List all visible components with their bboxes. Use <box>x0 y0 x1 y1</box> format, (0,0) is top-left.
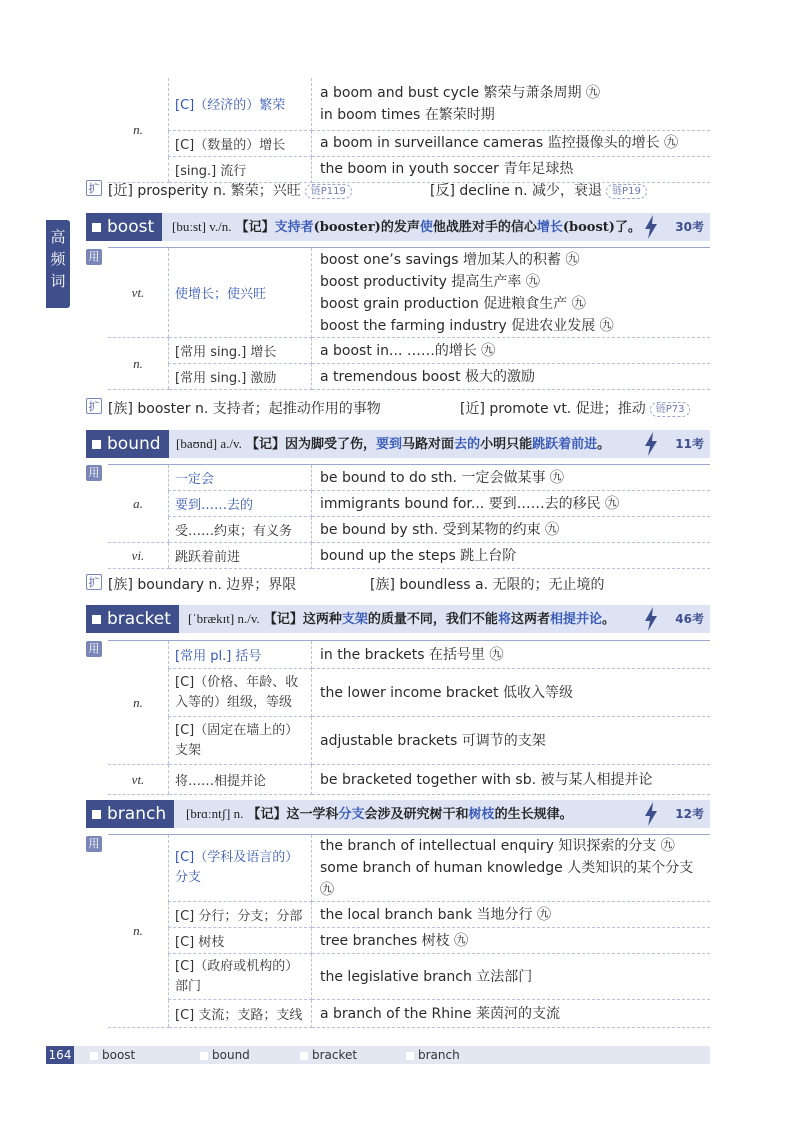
derivative-text: [族] booster n. 支持者；起推动作用的事物 <box>108 401 381 417</box>
lightning-icon <box>644 802 658 826</box>
entry-info <box>186 800 573 828</box>
example-text: the lower income bracket 低收入等级 <box>320 684 573 701</box>
mnemonic-text: 马路对面 <box>402 437 455 452</box>
example-text: bound up the steps 跳上台阶 <box>320 547 517 564</box>
meaning-cell: 要到……去的 <box>169 491 312 517</box>
footer-word: bracket <box>300 1046 357 1064</box>
mnemonic-text: 因为脚受了伤， <box>285 437 377 452</box>
example-cell <box>312 491 711 517</box>
usage-badge: 用 <box>86 249 102 265</box>
section-tab <box>46 220 70 308</box>
entry-info <box>176 430 610 458</box>
example-text: be bound by sth. 受到某物的约束 ㊈ <box>320 521 560 538</box>
example-text: some branch of human knowledge 人类知识的某个分支 ㊈ <box>320 860 694 898</box>
extension-line <box>108 180 352 200</box>
example-cell <box>312 669 711 717</box>
phonetic: [brɑːntʃ] n. <box>186 806 244 821</box>
example-text: a tremendous boost 极大的激励 <box>320 368 536 385</box>
table-row <box>108 338 710 364</box>
lightning-icon <box>644 607 658 631</box>
exam-count: 46考 <box>675 612 704 626</box>
table-row <box>108 517 710 543</box>
example-cell <box>312 156 711 182</box>
exam-count: 30考 <box>675 220 704 234</box>
mnemonic-text: (boost)了。 <box>562 220 641 235</box>
pos-label: vi. <box>108 543 169 569</box>
meaning-cell: 将……相提并论 <box>169 765 312 795</box>
usage-badge: 用 <box>86 465 102 481</box>
section-tab-label: 高频词 <box>50 228 66 290</box>
meaning-cell: [C]（学科及语言的）分支 <box>169 835 312 902</box>
example-text: in the brackets 在括号里 ㊈ <box>320 646 504 663</box>
synonym-text: [近] prosperity n. 繁荣；兴旺 <box>108 183 301 199</box>
pos-label: n. <box>108 641 169 765</box>
meaning-cell: [sing.] 流行 <box>169 156 312 182</box>
meaning-cell: [C] 支流；支路；支线 <box>169 1000 312 1028</box>
mnemonic-text: 。 <box>601 612 615 627</box>
example-text: immigrants bound for... 要到……去的移民 ㊈ <box>320 495 620 512</box>
mnemonic: 【记】这一学科分支会涉及研究树干和树枝的生长规律。 <box>247 807 573 822</box>
entry-header-boost <box>86 213 710 241</box>
meaning-cell: 一定会 <box>169 465 312 491</box>
table-row <box>108 78 710 130</box>
phonetic: [buːst] v./n. <box>172 219 232 234</box>
mnemonic: 【记】因为脚受了伤，要到马路对面去的小明只能跳跃着前进。 <box>246 437 611 452</box>
meaning-cell: [常用 sing.] 激励 <box>169 364 312 390</box>
exam-count: 12考 <box>675 807 704 821</box>
meaning-cell: 使增长；使兴旺 <box>169 248 312 338</box>
table-row <box>108 954 710 1000</box>
pos-label: n. <box>108 78 169 182</box>
example-cell <box>312 517 711 543</box>
pos-label: a. <box>108 465 169 543</box>
meaning-cell: [C] 分行；分支；分部 <box>169 902 312 928</box>
example-text: in boom times 在繁荣时期 <box>320 106 495 123</box>
headword: boost <box>86 213 162 241</box>
bracket-definition-table <box>108 640 710 795</box>
mnemonic-text: 他战胜对手的信心 <box>432 220 537 235</box>
example-text: the branch of intellectual enquiry 知识探索的分支 ㊈ <box>320 838 675 854</box>
example-text: be bound to do sth. 一定会做某事 ㊈ <box>320 469 564 486</box>
extension-badge: 扩 <box>86 574 102 590</box>
example-text: a branch of the Rhine 莱茵河的支流 <box>320 1005 560 1022</box>
mnemonic-keyword: 支持者 <box>274 220 314 235</box>
example-text: adjustable brackets 可调节的支架 <box>320 732 546 749</box>
mnemonic-keyword: 树枝 <box>468 807 495 822</box>
example-cell <box>312 78 711 130</box>
mnemonic-text: 会涉及研究树干和 <box>364 807 469 822</box>
example-cell <box>312 954 711 1000</box>
mnemonic-keyword: 相提并论 <box>549 612 602 627</box>
example-cell <box>312 641 711 669</box>
example-text: boost the farming industry 促进农业发展 ㊈ <box>320 317 614 334</box>
pos-label: n. <box>108 338 169 390</box>
meaning-cell: [C] 树枝 <box>169 928 312 954</box>
example-text: the boom in youth soccer 青年足球热 <box>320 161 574 177</box>
example-cell <box>312 717 711 765</box>
meaning-cell: 受……约束；有义务 <box>169 517 312 543</box>
meaning-cell: [C]（数量的）增长 <box>169 130 312 156</box>
exam-count: 11考 <box>675 437 704 451</box>
mnemonic-keyword: 要到 <box>376 437 403 452</box>
mnemonic-text: 的质量不同，我们不能 <box>367 612 498 627</box>
example-text: boost grain production 促进粮食生产 ㊈ <box>320 295 586 312</box>
example-text: the legislative branch 立法部门 <box>320 968 533 985</box>
extension-line <box>108 574 296 594</box>
example-text: a boom and bust cycle 繁荣与萧条周期 ㊈ <box>320 84 600 101</box>
page-footer <box>46 1046 710 1064</box>
footer-word: boost <box>90 1046 135 1064</box>
lightning-icon <box>644 432 658 456</box>
example-cell <box>312 835 711 902</box>
mnemonic-text: 。 <box>597 437 611 452</box>
example-cell <box>312 928 711 954</box>
table-row <box>108 835 710 902</box>
meaning-cell: [常用 pl.] 括号 <box>169 641 312 669</box>
example-cell <box>312 364 711 390</box>
example-cell <box>312 338 711 364</box>
table-row <box>108 156 710 182</box>
derivative-text: [族] boundless a. 无限的；无止境的 <box>370 577 605 593</box>
example-text: boost productivity 提高生产率 ㊈ <box>320 273 540 290</box>
cross-reference-link[interactable]: 链P73 <box>650 402 691 417</box>
lightning-icon <box>644 215 658 239</box>
extension-line <box>370 574 604 594</box>
table-row <box>108 491 710 517</box>
derivative-text: [族] boundary n. 边界；界限 <box>108 577 297 593</box>
phonetic: [baʊnd] a./v. <box>176 436 242 451</box>
branch-definition-table <box>108 834 710 1028</box>
mnemonic-keyword: 分支 <box>338 807 365 822</box>
phonetic: [ˈbrækɪt] n./v. <box>188 611 260 626</box>
extension-line <box>460 398 690 418</box>
table-row <box>108 641 710 669</box>
mnemonic-keyword: 将 <box>497 612 511 627</box>
example-text: the local branch bank 当地分行 ㊈ <box>320 906 551 923</box>
usage-badge: 用 <box>86 641 102 657</box>
mnemonic-text: 小明只能 <box>480 437 533 452</box>
entry-info <box>188 605 615 633</box>
pos-label: vt. <box>108 248 169 338</box>
example-cell <box>312 902 711 928</box>
cross-reference-link[interactable]: 链P19 <box>606 184 647 199</box>
meaning-cell: [C]（价格、年龄、收入等的）组级，等级 <box>169 669 312 717</box>
entry-info <box>172 213 641 241</box>
extension-badge: 扩 <box>86 398 102 414</box>
table-row <box>108 248 710 338</box>
table-row <box>108 1000 710 1028</box>
example-cell <box>312 248 711 338</box>
table-row <box>108 669 710 717</box>
example-text: be bracketed together with sb. 被与某人相提并论 <box>320 771 653 788</box>
table-row <box>108 465 710 491</box>
bound-definition-table <box>108 464 710 569</box>
headword: branch <box>86 800 174 828</box>
example-cell <box>312 1000 711 1028</box>
table-row <box>108 765 710 795</box>
mnemonic: 【记】支持者(booster)的发声使他战胜对手的信心增长(boost)了。 <box>235 220 641 235</box>
table-row <box>108 928 710 954</box>
page-number: 164 <box>46 1046 74 1064</box>
extension-line <box>108 398 381 418</box>
mnemonic-text: 这两者 <box>510 612 550 627</box>
example-text: tree branches 树枝 ㊈ <box>320 932 469 949</box>
entry-header-branch <box>86 800 710 828</box>
mnemonic-keyword: 支架 <box>341 612 368 627</box>
pos-label: vt. <box>108 765 169 795</box>
mnemonic-text: (booster)的发声 <box>313 220 420 235</box>
footer-word: branch <box>406 1046 460 1064</box>
antonym-text: [反] decline n. 减少，衰退 <box>430 183 603 199</box>
example-cell <box>312 765 711 795</box>
table-row <box>108 717 710 765</box>
example-text: a boost in... ……的增长 ㊈ <box>320 342 496 359</box>
meaning-cell: [C]（政府或机构的）部门 <box>169 954 312 1000</box>
cross-reference-link[interactable]: 链P119 <box>305 184 352 199</box>
mnemonic-text: 的生长规律。 <box>494 807 573 822</box>
entry-header-bound <box>86 430 710 458</box>
footer-word: bound <box>200 1046 250 1064</box>
mnemonic-keyword: 跳跃着前进 <box>532 437 598 452</box>
headword: bound <box>86 430 169 458</box>
usage-badge: 用 <box>86 836 102 852</box>
table-row <box>108 902 710 928</box>
mnemonic-keyword: 去的 <box>454 437 481 452</box>
mnemonic-keyword: 增长 <box>536 220 563 235</box>
example-cell <box>312 465 711 491</box>
meaning-cell: [C]（固定在墙上的）支架 <box>169 717 312 765</box>
table-row <box>108 543 710 569</box>
mnemonic-keyword: 使 <box>419 220 433 235</box>
boost-definition-table <box>108 247 710 390</box>
table-row <box>108 364 710 390</box>
mnemonic-text: 这一学科 <box>286 807 339 822</box>
example-cell <box>312 130 711 156</box>
pos-label: n. <box>108 835 169 1028</box>
mnemonic-text: 这两种 <box>302 612 342 627</box>
table-row <box>108 130 710 156</box>
entry-header-bracket <box>86 605 710 633</box>
extension-badge: 扩 <box>86 180 102 196</box>
meaning-cell: 跳跃着前进 <box>169 543 312 569</box>
mnemonic: 【记】这两种支架的质量不同，我们不能将这两者相提并论。 <box>263 612 615 627</box>
boom-definition-table <box>108 78 710 183</box>
example-cell <box>312 543 711 569</box>
example-text: boost one’s savings 增加某人的积蓄 ㊈ <box>320 251 580 268</box>
extension-line <box>430 180 647 200</box>
meaning-cell: [常用 sing.] 增长 <box>169 338 312 364</box>
headword: bracket <box>86 605 179 633</box>
meaning-cell: [C]（经济的）繁荣 <box>169 78 312 130</box>
example-text: a boom in surveillance cameras 监控摄像头的增长 ㊈ <box>320 135 679 151</box>
synonym-text: [近] promote vt. 促进；推动 <box>460 401 646 417</box>
